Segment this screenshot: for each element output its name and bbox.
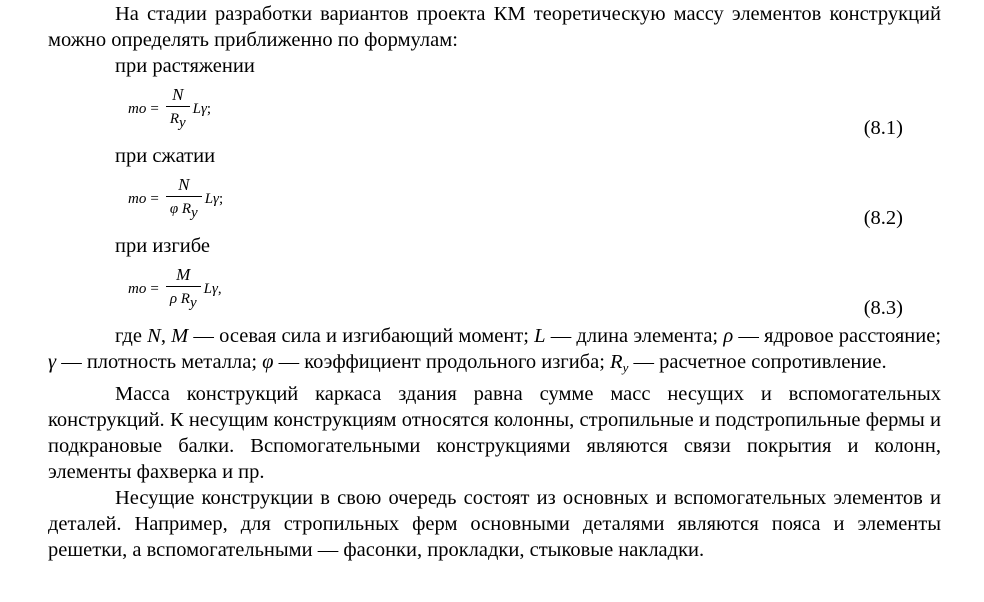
formula-eq: = xyxy=(150,281,159,297)
formula-lhs-sub: o xyxy=(138,281,147,297)
formula-denominator-sub: y xyxy=(191,205,198,221)
formula-fraction xyxy=(166,84,190,134)
legend-text: , xyxy=(160,325,172,347)
equation-number-8-1: (8.1) xyxy=(863,117,903,139)
formula-lhs: m xyxy=(128,281,139,297)
formula-8-1 xyxy=(128,81,211,137)
legend-text: — плотность металла; xyxy=(56,351,263,373)
formula-fraction xyxy=(166,174,202,224)
formula-rhs: Lγ xyxy=(192,101,207,117)
formula-denominator-text: ρ R xyxy=(169,291,190,307)
formula-denominator-sub: y xyxy=(189,295,197,311)
formula-row-8-2 xyxy=(48,169,941,233)
formula-numerator: N xyxy=(172,85,184,104)
formula-tail: ; xyxy=(218,191,224,207)
formula-lhs: m xyxy=(128,101,139,117)
legend-var: γ xyxy=(48,351,57,373)
formula-label-bending: при изгибе xyxy=(115,235,211,257)
formula-label-compression: при сжатии xyxy=(115,145,216,167)
formula-eq: = xyxy=(150,191,159,207)
equation-number-8-2: (8.2) xyxy=(863,207,903,229)
formula-denominator xyxy=(166,286,201,314)
formula-denominator xyxy=(166,196,202,224)
paragraph-load-bearing: Несущие конструкции в свою очередь состоят из основных и вспомогательных элементов и деталей. Например, для стропильных ферм основными деталями являются пояса и элементы решетки, а вспомогательными — фасонки, прокладки, стыковые накладки. xyxy=(48,487,941,561)
formula-label-tension: при растяжении xyxy=(115,55,255,77)
formula-lhs-sub: o xyxy=(138,101,147,117)
document-page xyxy=(48,1,941,563)
legend-text: где xyxy=(115,325,148,347)
legend-text: — коэффициент продольного изгиба; xyxy=(273,351,611,373)
formula-row-8-3 xyxy=(48,259,941,323)
equation-number-8-3: (8.3) xyxy=(863,297,903,319)
formula-8-2 xyxy=(128,171,223,227)
paragraph-frame-mass: Масса конструкций каркаса здания равна сумме масс несущих и вспомогательных конструкций. К несущим конструкциям относятся колонны, стропильные и подстропильные фермы и подкрановые балки. Вспомогательными конструкциями являются связи покрытия и колонн, элементы фахверка и пр. xyxy=(48,383,941,483)
legend-var: ρ xyxy=(723,325,734,347)
legend-var-sub: y xyxy=(622,360,629,375)
formula-row-8-1 xyxy=(48,79,941,143)
formula-rhs: Lγ xyxy=(203,281,218,297)
legend-text: — расчетное сопротивление. xyxy=(628,351,887,373)
legend-text: — осевая сила и изгибающий момент; xyxy=(188,325,535,347)
legend-paragraph xyxy=(48,323,941,381)
formula-rhs: Lγ xyxy=(204,191,219,207)
formula-eq: = xyxy=(150,101,159,117)
formula-tail: , xyxy=(217,281,222,297)
formula-denominator-sub: y xyxy=(178,115,186,131)
legend-var: M xyxy=(171,325,189,347)
formula-lhs: m xyxy=(128,191,139,207)
formula-denominator-text: φ R xyxy=(169,201,192,217)
formula-8-3 xyxy=(128,261,222,317)
formula-fraction xyxy=(166,264,201,314)
formula-denominator xyxy=(166,106,190,134)
intro-paragraph: На стадии разработки вариантов проекта КМ теоретическую массу элементов конструкций можно определять приближенно по формулам: xyxy=(48,3,941,51)
formula-tail: ; xyxy=(206,101,212,117)
legend-var: R xyxy=(610,351,623,373)
formula-denominator-text: R xyxy=(169,111,179,127)
formula-numerator: M xyxy=(176,265,191,284)
legend-var: φ xyxy=(262,351,274,373)
formula-numerator: N xyxy=(178,175,190,194)
legend-text: — ядровое расстояние; xyxy=(733,325,942,347)
legend-var: N xyxy=(147,325,161,347)
legend-text: — длина элемента; xyxy=(545,325,724,347)
legend-var: L xyxy=(534,325,546,347)
formula-lhs-sub: o xyxy=(138,191,147,207)
